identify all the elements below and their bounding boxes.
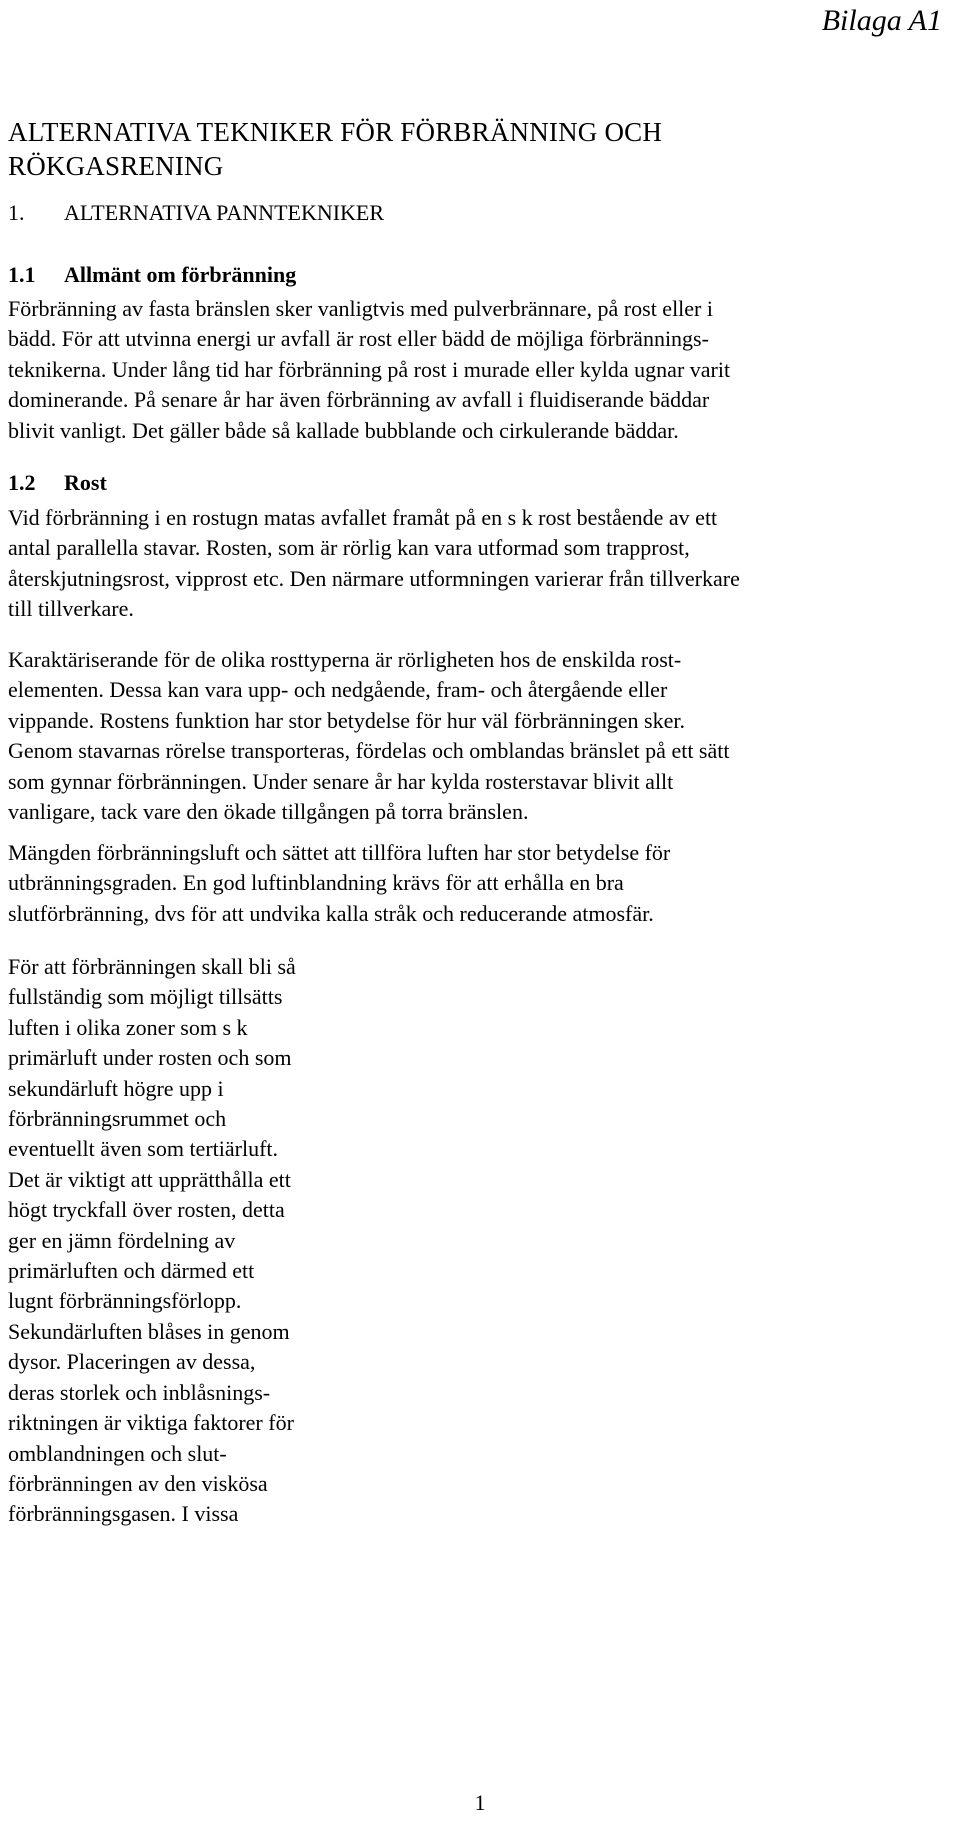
text-line: dominerande. På senare år har även förbränning av avfall i fluidiserande bäddar bbox=[8, 387, 710, 413]
text-line: eventuellt även som tertiärluft. bbox=[8, 1136, 279, 1162]
text-line: vippande. Rostens funktion har stor betydelse för hur väl förbränningen sker. bbox=[8, 707, 685, 733]
text-line: Sekundärluften blåses in genom bbox=[8, 1318, 290, 1344]
text-line: utbränningsgraden. En god luftinblandning krävs för att erhålla en bra bbox=[8, 870, 624, 896]
text-line: till tillverkare. bbox=[8, 596, 134, 622]
subsection-title: Rost bbox=[64, 470, 107, 495]
text-line: förbränningen av den viskösa bbox=[8, 1470, 268, 1496]
subsection-number: 1.1 bbox=[8, 262, 36, 287]
text-line: lugnt förbränningsförlopp. bbox=[8, 1288, 242, 1314]
text-line: förbränningsgasen. I vissa bbox=[8, 1501, 239, 1527]
text-line: Förbränning av fasta bränslen sker vanligtvis med pulverbrännare, på rost eller i bbox=[8, 296, 713, 321]
appendix-label: Bilaga A1 bbox=[821, 4, 942, 37]
text-line: förbränningsrummet och bbox=[8, 1106, 227, 1132]
text-line: Mängden förbränningsluft och sättet att tillföra luften har stor betydelse för bbox=[8, 840, 671, 865]
section-title: ALTERNATIVA PANNTEKNIKER bbox=[64, 200, 385, 225]
text-line: primärluften och därmed ett bbox=[8, 1258, 255, 1284]
text-line: riktningen är viktiga faktorer för bbox=[8, 1410, 294, 1436]
text-line: sekundärluft högre upp i bbox=[8, 1075, 224, 1101]
text-line: Karaktäriserande för de olika rosttyperna är rörligheten hos de enskilda rost- bbox=[8, 647, 682, 672]
paragraph-grate-description bbox=[8, 503, 943, 625]
subsection-heading bbox=[8, 262, 296, 288]
text-line: slutförbränning, dvs för att undvika kalla stråk och reducerande atmosfär. bbox=[8, 900, 654, 926]
text-line: bädd. För att utvinna energi ur avfall är rost eller bädd de möjliga förbrännings- bbox=[8, 326, 709, 352]
text-line: vanligare, tack vare den ökade tillgången på torra bränslen. bbox=[8, 799, 529, 825]
subsection-heading bbox=[8, 470, 107, 496]
section-heading bbox=[8, 200, 384, 226]
text-line: Det är viktigt att upprätthålla ett bbox=[8, 1166, 291, 1192]
document-title-line: RÖKGASRENING bbox=[8, 151, 224, 181]
text-line: återskjutningsrost, vipprost etc. Den närmare utformningen varierar från tillverkare bbox=[8, 565, 740, 591]
text-line: högt tryckfall över rosten, detta bbox=[8, 1197, 285, 1223]
text-line: För att förbränningen skall bli så bbox=[8, 954, 296, 979]
paragraph-combustion-air bbox=[8, 838, 943, 929]
text-line: teknikerna. Under lång tid har förbränning på rost i murade eller kylda ugnar varit bbox=[8, 356, 731, 382]
text-line: som gynnar förbränningen. Under senare år har kylda rosterstavar blivit allt bbox=[8, 768, 674, 794]
paragraph-general-combustion bbox=[8, 294, 943, 446]
document-title bbox=[8, 115, 938, 183]
text-line: dysor. Placeringen av dessa, bbox=[8, 1349, 256, 1375]
text-line: ger en jämn fördelning av bbox=[8, 1227, 236, 1253]
text-line: antal parallella stavar. Rosten, som är rörlig kan vara utformad som trapprost, bbox=[8, 535, 690, 561]
text-line: blivit vanligt. Det gäller både så kallade bubblande och cirkulerande bäddar. bbox=[8, 417, 679, 443]
page-number: 1 bbox=[474, 1790, 486, 1815]
text-line: Genom stavarnas rörelse transporteras, fördelas och omblandas bränslet på ett sätt bbox=[8, 738, 730, 764]
subsection-number: 1.2 bbox=[8, 470, 36, 495]
text-line: deras storlek och inblåsnings- bbox=[8, 1379, 271, 1405]
text-line: fullständig som möjligt tillsätts bbox=[8, 984, 283, 1010]
paragraph-grate-types bbox=[8, 645, 943, 827]
subsection-title: Allmänt om förbränning bbox=[64, 262, 297, 287]
text-line: Vid förbränning i en rostugn matas avfallet framåt på en s k rost bestående av ett bbox=[8, 505, 718, 530]
document-title-line: ALTERNATIVA TEKNIKER FÖR FÖRBRÄNNING OCH bbox=[8, 117, 663, 147]
text-line: luften i olika zoner som s k bbox=[8, 1014, 248, 1040]
paragraph-air-zones bbox=[8, 952, 338, 1530]
text-line: omblandningen och slut- bbox=[8, 1440, 227, 1466]
section-number: 1. bbox=[8, 200, 25, 225]
text-line: primärluft under rosten och som bbox=[8, 1045, 292, 1071]
text-line: elementen. Dessa kan vara upp- och nedgående, fram- och återgående eller bbox=[8, 677, 668, 703]
